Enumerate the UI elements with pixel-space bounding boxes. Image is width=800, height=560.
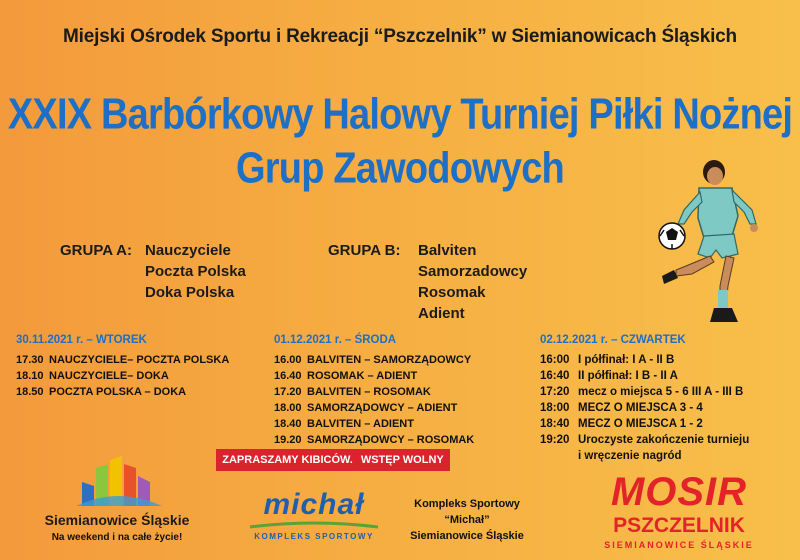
list-item: Nauczyciele — [145, 242, 231, 259]
banner-invite-text: ZAPRASZAMY KIBICÓW. — [222, 454, 353, 466]
schedule-day-3 — [540, 332, 749, 464]
match-row: 17:20 mecz o miejsca 5 - 6 III A - III B — [540, 386, 744, 398]
michal-logo — [246, 488, 382, 544]
day-header: 02.12.2021 r. – CZWARTEK — [540, 334, 686, 346]
mosir-name: PSZCZELNIK — [613, 514, 745, 537]
match-row: 17.30 NAUCZYCIELE– POCZTA POLSKA — [16, 354, 230, 366]
city-skyline-icon — [74, 456, 164, 506]
footballer-illustration — [654, 158, 774, 334]
match-row: 18:40 MECZ O MIEJSCA 1 - 2 — [540, 418, 703, 430]
michal-subtitle: KOMPLEKS SPORTOWY — [254, 532, 374, 541]
venue-line-2: “Michał” — [444, 514, 490, 526]
list-item: Poczta Polska — [145, 263, 246, 280]
admission-banner — [216, 449, 450, 471]
michal-wordmark: michał — [263, 488, 365, 521]
match-row: 16:40 II półfinał: I B - II A — [540, 370, 678, 382]
match-row: 17.20 BALVITEN – ROSOMAK — [274, 386, 431, 398]
match-row: 16.40 ROSOMAK – ADIENT — [274, 370, 418, 382]
group-b-label: GRUPA B: — [328, 242, 401, 259]
match-row: 18.50 POCZTA POLSKA – DOKA — [16, 386, 187, 398]
siemianowice-logo — [32, 456, 202, 546]
mosir-logo — [584, 470, 774, 554]
list-item: Rosomak — [418, 284, 486, 301]
match-row: 19:20 Uroczyste zakończenie turnieju — [540, 434, 750, 446]
venue-line-3: Siemianowice Śląskie — [410, 530, 524, 542]
match-row: 19.20 SAMORZĄDOWCY – ROSOMAK — [274, 434, 475, 446]
match-row: 16:00 I półfinał: I A - II B — [540, 354, 675, 366]
city-slogan: Na weekend i na całe życie! — [51, 532, 183, 543]
list-item: Samorzadowcy — [418, 263, 528, 280]
match-row: 16.00 BALVITEN – SAMORZĄDOWCY — [274, 354, 472, 366]
organizer-header: Miejski Ośrodek Sportu i Rekreacji “Pszczelnik” w Siemianowicach Śląskich — [63, 26, 737, 47]
michal-swoosh-icon — [246, 521, 382, 529]
match-row: 18.00 SAMORZĄDOWCY – ADIENT — [274, 402, 458, 414]
city-name: Siemianowice Śląskie — [44, 512, 190, 528]
day-header: 30.11.2021 r. – WTOREK — [16, 334, 147, 346]
group-a-teams — [145, 240, 246, 303]
banner-free-entry-text: WSTĘP WOLNY — [360, 454, 444, 466]
tournament-subtitle: Grup Zawodowych — [236, 144, 564, 194]
list-item: Doka Polska — [145, 284, 235, 301]
tournament-title: XXIX Barbórkowy Halowy Turniej Piłki Nożnej — [7, 90, 793, 140]
schedule-day-2 — [274, 332, 474, 448]
venue-info — [402, 496, 532, 544]
match-row: 18:00 MECZ O MIEJSCA 3 - 4 — [540, 402, 703, 414]
mosir-wordmark: MOSIR — [610, 470, 748, 514]
list-item: Balviten — [418, 242, 477, 259]
day-header: 01.12.2021 r. – ŚRODA — [274, 334, 397, 346]
mosir-subtitle: SIEMIANOWICE ŚLĄSKIE — [604, 540, 754, 550]
group-b-teams — [418, 240, 527, 324]
venue-line-1: Kompleks Sportowy — [414, 498, 520, 510]
match-row: 18.10 NAUCZYCIELE– DOKA — [16, 370, 169, 382]
schedule-day-1 — [16, 332, 229, 400]
match-row: 18.40 BALVITEN – ADIENT — [274, 418, 414, 430]
group-a-label: GRUPA A: — [60, 242, 132, 259]
match-row: i wręczenie nagród — [578, 450, 682, 462]
list-item: Adient — [418, 305, 465, 322]
